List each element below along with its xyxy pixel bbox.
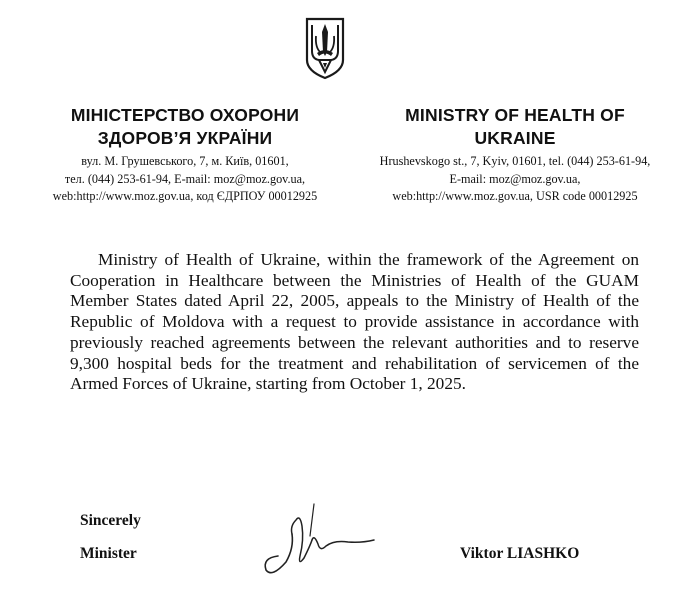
closing-salutation: Sincerely	[80, 512, 141, 529]
signer-title: Minister	[80, 545, 137, 562]
address-en-line1: Hrushevskogo st., 7, Kyiv, 01601, tel. (044) 253-61-94,	[379, 154, 651, 168]
address-en-line2: E-mail: moz@moz.gov.ua,	[449, 171, 581, 186]
address-ua-line1: вул. М. Грушевського, 7, м. Київ, 01601,	[81, 154, 289, 168]
signer-name: Viktor LIASHKO	[460, 545, 580, 562]
handwritten-signature	[258, 496, 378, 580]
ministry-name-en-line2: UKRAINE	[474, 128, 556, 148]
letter-body-paragraph: Ministry of Health of Ukraine, within the framework of the Agreement on Cooperation in Healthcare between the Ministries of Health of the GUAM Member States dated April 22, 2005, appeals to the Ministry of Health of the Republic of Moldova with a request to provide assistance in accordance with previously reached agreements between the relevant authorities and to reserve 9,300 hospital beds for the treatment and rehabilitation of servicemen of the Armed Forces of Ukraine, starting from October 1, 2025.	[70, 250, 639, 394]
address-en-line3: web:http://www.moz.gov.ua, USR code 00012925	[392, 189, 638, 203]
address-ua	[20, 153, 350, 206]
ministry-name-en-line1: MINISTRY OF HEALTH OF	[405, 105, 625, 125]
letterhead-english	[352, 104, 678, 206]
ministry-name-ua-line2: ЗДОРОВ’Я УКРАЇНИ	[97, 128, 273, 148]
address-en	[352, 153, 678, 206]
address-ua-line3: web:http://www.moz.gov.ua, код ЄДРПОУ 00012925	[52, 189, 318, 203]
address-ua-line2: тел. (044) 253-61-94, E-mail: moz@moz.gov.ua,	[64, 171, 306, 186]
letterhead-ukrainian	[20, 104, 350, 206]
coat-of-arms-icon	[304, 16, 346, 80]
ministry-name-ua-line1: МІНІСТЕРСТВО ОХОРОНИ	[70, 105, 300, 125]
